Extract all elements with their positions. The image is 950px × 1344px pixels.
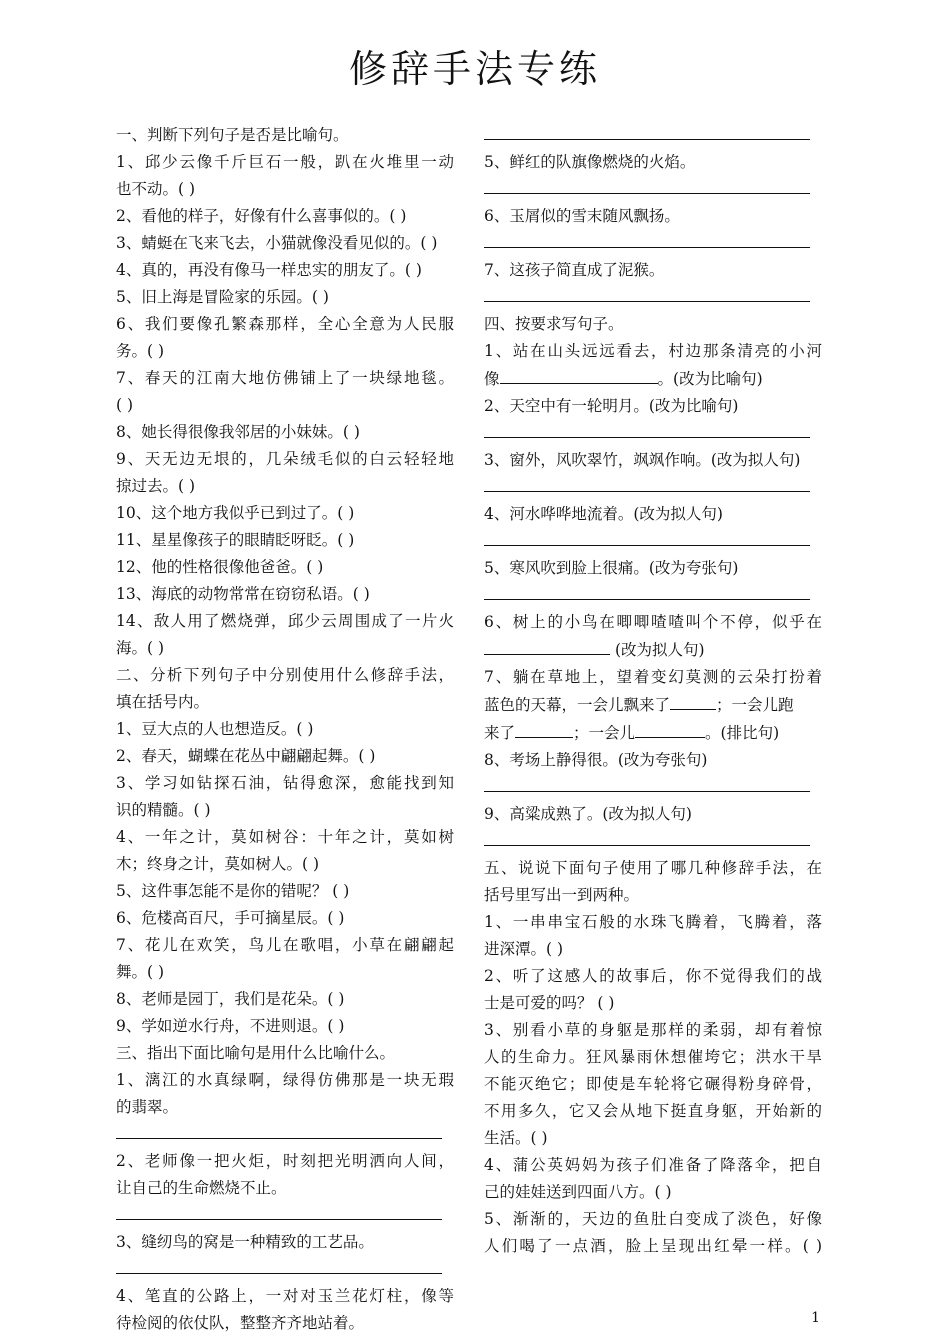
answer-line[interactable] (484, 420, 822, 447)
question-text: 3、缝纫鸟的窝是一种精致的工艺品。 (116, 1233, 374, 1251)
section-heading: 一、判断下列句子是否是比喻句。 (116, 126, 349, 144)
answer-line[interactable] (484, 774, 822, 801)
answer-line[interactable] (484, 828, 822, 855)
question-text-part: 。(改为比喻句) (657, 370, 763, 388)
question-text: 4、蒲公英妈妈为孩子们准备了降落伞，把自 (484, 1156, 822, 1174)
question-text: 11、星星像孩子的眼睛眨呀眨。( ) (116, 531, 355, 549)
right-column (484, 122, 822, 1260)
answer-line[interactable] (484, 122, 822, 149)
question-text: 7、春天的江南大地仿佛铺上了一块绿地毯。 (116, 369, 454, 387)
question-text: 7、躺在草地上，望着变幻莫测的云朵打扮着 (484, 668, 822, 686)
question-text-part: (改为拟人句) (614, 641, 705, 659)
answer-line[interactable] (484, 176, 822, 203)
question-text: 2、看他的样子，好像有什么喜事似的。( ) (116, 207, 407, 225)
question-text: 木；终身之计，莫如树人。( ) (116, 855, 320, 873)
question-text: 1、一串串宝石般的水珠飞腾着，飞腾着，落 (484, 913, 822, 931)
question-text: 5、旧上海是冒险家的乐园。( ) (116, 288, 329, 306)
question-text: 7、花儿在欢笑，鸟儿在歌唱，小草在翩翩起 (116, 936, 454, 954)
question-text: 1、豆大点的人也想造反。( ) (116, 720, 314, 738)
section-heading: 填在括号内。 (116, 693, 210, 711)
question-text: 9、学如逆水行舟，不进则退。( ) (116, 1017, 345, 1035)
section-heading: 二、分析下列句子中分别使用什么修辞手法， (116, 666, 454, 684)
page-title: 修辞手法专练 (348, 47, 601, 91)
question-text: 识的精髓。( ) (116, 801, 211, 819)
question-text: 4、一年之计，莫如树谷：十年之计，莫如树 (116, 828, 454, 846)
question-text: 让自己的生命燃烧不止。 (116, 1179, 287, 1197)
question-text: 12、他的性格很像他爸爸。( ) (116, 558, 324, 576)
question-text: 海。( ) (116, 639, 165, 657)
answer-line[interactable] (484, 582, 822, 609)
question-text-part: 蓝色的天幕，一会儿飘来了 (484, 696, 671, 714)
answer-line[interactable] (484, 528, 822, 555)
question-text: 务。( ) (116, 342, 165, 360)
question-text: 4、真的，再没有像马一样忠实的朋友了。( ) (116, 261, 422, 279)
question-text: 9、高粱成熟了。(改为拟人句) (484, 805, 692, 823)
question-text: 3、蜻蜓在飞来飞去，小猫就像没看见似的。( ) (116, 234, 438, 252)
question-text: 士是可爱的吗？ ( ) (484, 994, 615, 1012)
question-text: 3、窗外，风吹翠竹，飒飒作响。(改为拟人句) (484, 451, 801, 469)
question-text: 8、考场上静得很。(改为夸张句) (484, 751, 708, 769)
question-text: 4、河水哗哗地流着。(改为拟人句) (484, 505, 723, 523)
fill-in-blank[interactable] (484, 636, 610, 655)
answer-line[interactable] (484, 230, 822, 257)
question-text: 2、春天，蝴蝶在花丛中翩翩起舞。( ) (116, 747, 376, 765)
question-text: 13、海底的动物常常在窃窃私语。( ) (116, 585, 370, 603)
answer-line[interactable] (484, 284, 822, 311)
question-text: 不能灭绝它；即使是车轮将它碾得粉身碎骨， (484, 1075, 822, 1093)
question-text: 5、渐渐的，天边的鱼肚白变成了淡色，好像 (484, 1210, 822, 1228)
question-text-part: ；一会儿跑 (716, 696, 794, 714)
question-text: 掠过去。( ) (116, 477, 196, 495)
question-text: 待检阅的依仗队，整整齐齐地站着。 (116, 1314, 365, 1332)
answer-line[interactable] (116, 1121, 454, 1148)
question-text: ( ) (116, 396, 134, 414)
question-text (484, 719, 822, 747)
question-text: 5、寒风吹到脸上很痛。(改为夸张句) (484, 559, 739, 577)
question-text (484, 636, 822, 664)
left-column (116, 122, 454, 1337)
question-text (484, 365, 822, 393)
section-heading: 括号里写出一到两种。 (484, 886, 640, 904)
question-text: 己的娃娃送到四面八方。( ) (484, 1183, 672, 1201)
answer-line[interactable] (484, 474, 822, 501)
section-heading: 四、按要求写句子。 (484, 315, 624, 333)
question-text: 1、漓江的水真绿啊，绿得仿佛那是一块无瑕 (116, 1071, 454, 1089)
question-text: 6、树上的小鸟在唧唧喳喳叫个不停，似乎在 (484, 613, 822, 631)
fill-in-blank[interactable] (670, 691, 716, 710)
question-text: 6、我们要像孔繁森那样，全心全意为人民服 (116, 315, 454, 333)
section-heading: 三、指出下面比喻句是用什么比喻什么。 (116, 1044, 396, 1062)
question-text: 人的生命力。狂风暴雨休想催垮它；洪水干旱 (484, 1048, 822, 1066)
question-text: 人们喝了一点酒，脸上呈现出红晕一样。( ) (484, 1237, 822, 1255)
question-text: 生活。( ) (484, 1129, 548, 1147)
question-text: 3、学习如钻探石油，钻得愈深，愈能找到知 (116, 774, 454, 792)
fill-in-blank[interactable] (500, 365, 658, 384)
question-text: 的翡翠。 (116, 1098, 179, 1116)
fill-in-blank[interactable] (515, 719, 573, 738)
fill-in-blank[interactable] (635, 719, 705, 738)
question-text: 2、天空中有一轮明月。(改为比喻句) (484, 397, 739, 415)
section-heading: 五、说说下面句子使用了哪几种修辞手法，在 (484, 859, 822, 877)
question-text-part: 像 (484, 370, 500, 388)
question-text: 7、这孩子简直成了泥猴。 (484, 261, 665, 279)
question-text: 10、这个地方我似乎已到过了。( ) (116, 504, 355, 522)
page-number: 1 (811, 1310, 820, 1326)
answer-line[interactable] (116, 1256, 454, 1283)
question-text (484, 691, 822, 719)
question-text: 1、站在山头远远看去，村边那条清亮的小河 (484, 342, 822, 360)
question-text-part: 。(排比句) (705, 724, 780, 742)
question-text: 也不动。( ) (116, 180, 196, 198)
question-text: 5、鲜红的队旗像燃烧的火焰。 (484, 153, 696, 171)
question-text: 4、笔直的公路上，一对对玉兰花灯柱，像等 (116, 1287, 454, 1305)
question-text: 8、老师是园丁，我们是花朵。( ) (116, 990, 345, 1008)
question-text-part: 来了 (484, 724, 516, 742)
question-text: 不用多久，它又会从地下挺直身躯，开始新的 (484, 1102, 822, 1120)
question-text: 3、别看小草的身躯是那样的柔弱，却有着惊 (484, 1021, 822, 1039)
question-text: 8、她长得很像我邻居的小妹妹。( ) (116, 423, 360, 441)
question-text: 2、老师像一把火炬，时刻把光明洒向人间， (116, 1152, 454, 1170)
question-text-part: ；一会儿 (573, 724, 636, 742)
question-text: 6、危楼高百尺，手可摘星辰。( ) (116, 909, 345, 927)
question-text: 2、听了这感人的故事后，你不觉得我们的战 (484, 967, 822, 985)
question-text: 6、玉屑似的雪末随风飘扬。 (484, 207, 680, 225)
question-text: 5、这件事怎能不是你的错呢？ ( ) (116, 882, 350, 900)
question-text: 9、天无边无垠的，几朵绒毛似的白云轻轻地 (116, 450, 454, 468)
question-text: 14、敌人用了燃烧弹，邱少云周围成了一片火 (116, 612, 454, 630)
question-text: 1、邱少云像千斤巨石一般，趴在火堆里一动 (116, 153, 454, 171)
question-text: 进深潭。( ) (484, 940, 564, 958)
question-text: 舞。( ) (116, 963, 165, 981)
answer-line[interactable] (116, 1202, 454, 1229)
